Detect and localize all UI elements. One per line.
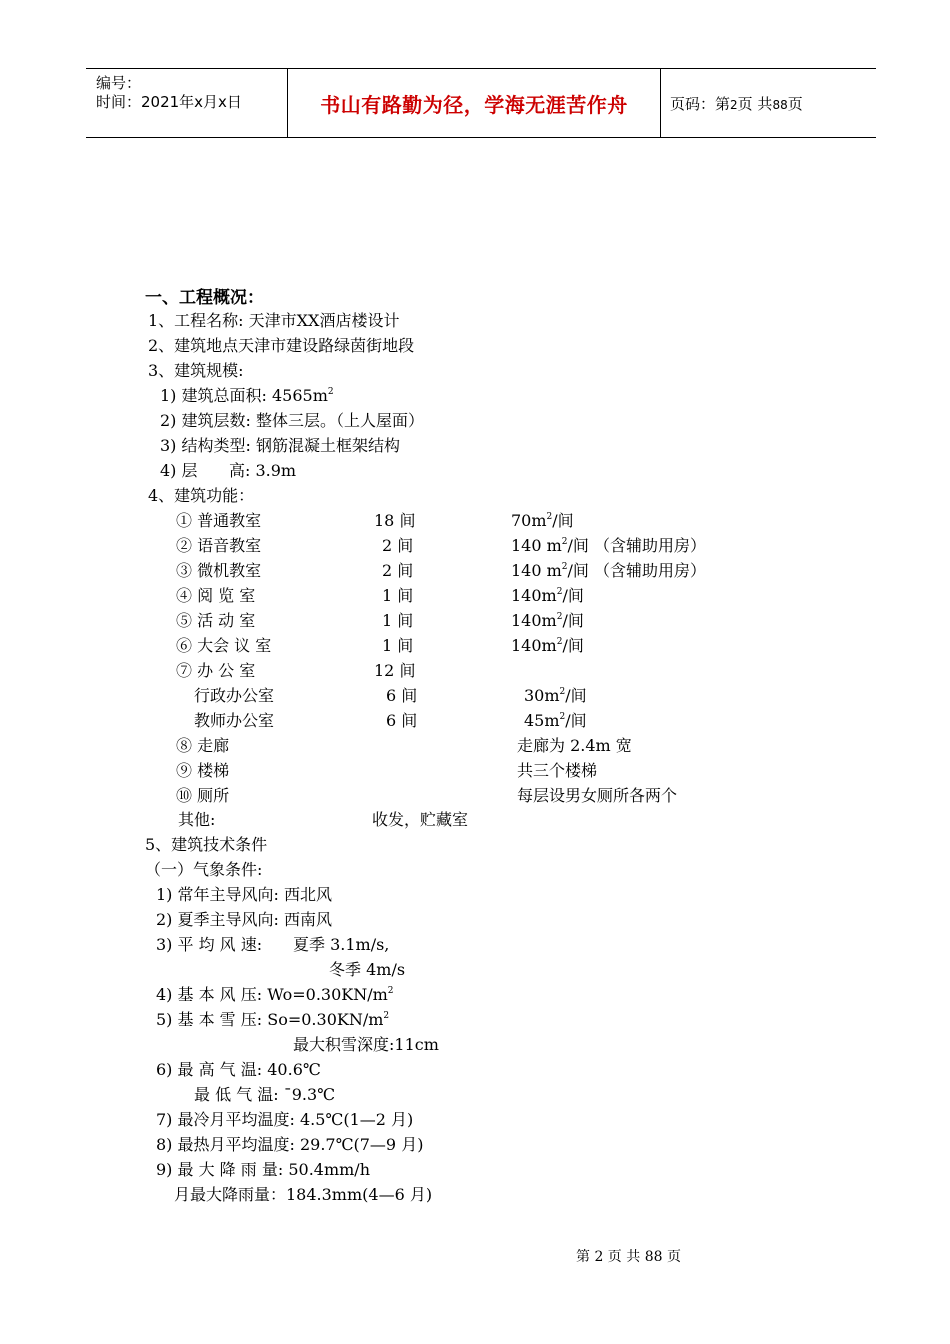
header-page-cell xyxy=(661,69,876,137)
climate-snow-depth: 最大积雪深度:11cm xyxy=(293,1035,439,1054)
facility-desc: 共三个楼梯 xyxy=(517,761,598,780)
climate-hottest-month: 8) 最热月平均温度: 29.7℃(7—9 月) xyxy=(156,1135,424,1154)
item-project-name: 1、工程名称: 天津市XX酒店楼设计 xyxy=(148,311,400,330)
facility-desc: 每层设男女厕所各两个 xyxy=(517,786,678,805)
room-count: 1 间 xyxy=(382,586,414,605)
scale-height-a: 4) 层 xyxy=(160,461,198,480)
scale-structure: 3) 结构类型: 钢筋混凝土框架结构 xyxy=(160,436,400,455)
item-location: 2、建筑地点天津市建设路绿茵街地段 xyxy=(148,336,415,355)
climate-wind-dir-summer: 2) 夏季主导风向: 西南风 xyxy=(156,910,332,929)
climate-wind-speed-winter: 冬季 4m/s xyxy=(329,960,406,979)
room-count: 12 间 xyxy=(374,661,416,680)
scale-area: 1) 建筑总面积: $4565m^2$ xyxy=(160,386,334,405)
room-name: ⑦ 办 公 室 xyxy=(176,661,256,680)
facility-desc: 走廊为 2.4m 宽 xyxy=(517,736,632,755)
other-label: 其他: xyxy=(178,810,216,829)
room-name: ⑥ 大会 议 室 xyxy=(176,636,272,655)
climate-snow-pressure: 5) 基 本 雪 压: $So=0.30KN/m^2$ xyxy=(156,1010,390,1029)
climate-min-temp: 最 低 气 温: ¯9.3℃ xyxy=(194,1085,336,1104)
office-name: 教师办公室 xyxy=(194,711,275,730)
header-page-info: 页码：第2页 共88页 xyxy=(670,94,803,113)
room-note: （含辅助用房） xyxy=(594,536,707,555)
room-area: 140 $m^2/$间 xyxy=(511,561,589,580)
header-motto-cell xyxy=(288,69,661,137)
item-functions: 4、建筑功能： xyxy=(148,486,255,505)
room-area: $70m^2/$间 xyxy=(511,511,574,530)
header-meta-cell xyxy=(86,69,288,137)
room-count: 1 间 xyxy=(382,636,414,655)
other-value: 收发，贮藏室 xyxy=(372,810,469,829)
office-count: 6 间 xyxy=(386,711,418,730)
climate-wind-pressure: 4) 基 本 风 压: $Wo=0.30KN/m^2$ xyxy=(156,985,394,1004)
room-count: 18 间 xyxy=(374,511,416,530)
climate-max-temp: 6) 最 高 气 温: 40.6℃ xyxy=(156,1060,321,1079)
room-area: $140m^2/$间 xyxy=(511,611,584,630)
item-scale: 3、建筑规模: xyxy=(148,361,244,380)
room-count: 2 间 xyxy=(382,536,414,555)
room-area: $140m^2/$间 xyxy=(511,636,584,655)
room-name: ⑤ 活 动 室 xyxy=(176,611,256,630)
facility-name: ⑧ 走廊 xyxy=(176,736,230,755)
scale-floors: 2) 建筑层数: 整体三层。（上人屋面） xyxy=(160,411,424,430)
room-area: $140m^2/$间 xyxy=(511,586,584,605)
room-name: ④ 阅 览 室 xyxy=(176,586,256,605)
climate-wind-speed-summer: 夏季 3.1m/s, xyxy=(293,935,390,954)
page-header xyxy=(86,68,876,138)
facility-name: ⑩ 厕所 xyxy=(176,786,230,805)
office-area: $30m^2/$间 xyxy=(524,686,587,705)
facility-name: ⑨ 楼梯 xyxy=(176,761,230,780)
room-count: 1 间 xyxy=(382,611,414,630)
room-name: ① 普通教室 xyxy=(176,511,262,530)
scale-height-b: 高: 3.9m xyxy=(229,461,297,480)
room-name: ② 语音教室 xyxy=(176,536,262,555)
climate-max-rain: 9) 最 大 降 雨 量: 50.4mm/h xyxy=(156,1160,370,1179)
climate-title: （一）气象条件: xyxy=(145,860,263,879)
item-tech-conditions: 5、建筑技术条件 xyxy=(145,835,268,854)
climate-coldest-month: 7) 最冷月平均温度: 4.5℃(1—2 月) xyxy=(156,1110,414,1129)
motto-text: 书山有路勤为径，学海无涯苦作舟 xyxy=(320,92,628,117)
climate-wind-dir-year: 1) 常年主导风向: 西北风 xyxy=(156,885,332,904)
number-label: 编号： xyxy=(96,74,142,92)
room-note: （含辅助用房） xyxy=(594,561,707,580)
office-count: 6 间 xyxy=(386,686,418,705)
page-footer: 第 2 页 共 88 页 xyxy=(576,1249,681,1265)
section-title: 一、工程概况： xyxy=(145,288,264,308)
room-area: 140 $m^2/$间 xyxy=(511,536,589,555)
office-area: $45m^2/$间 xyxy=(524,711,587,730)
climate-month-rain: 月最大降雨量：184.3mm(4—6 月) xyxy=(174,1185,433,1204)
time-label: 时间：2021年x月x日 xyxy=(96,93,242,111)
room-name: ③ 微机教室 xyxy=(176,561,262,580)
room-count: 2 间 xyxy=(382,561,414,580)
office-name: 行政办公室 xyxy=(194,686,275,705)
climate-wind-speed-label: 3) 平 均 风 速: xyxy=(156,935,263,954)
